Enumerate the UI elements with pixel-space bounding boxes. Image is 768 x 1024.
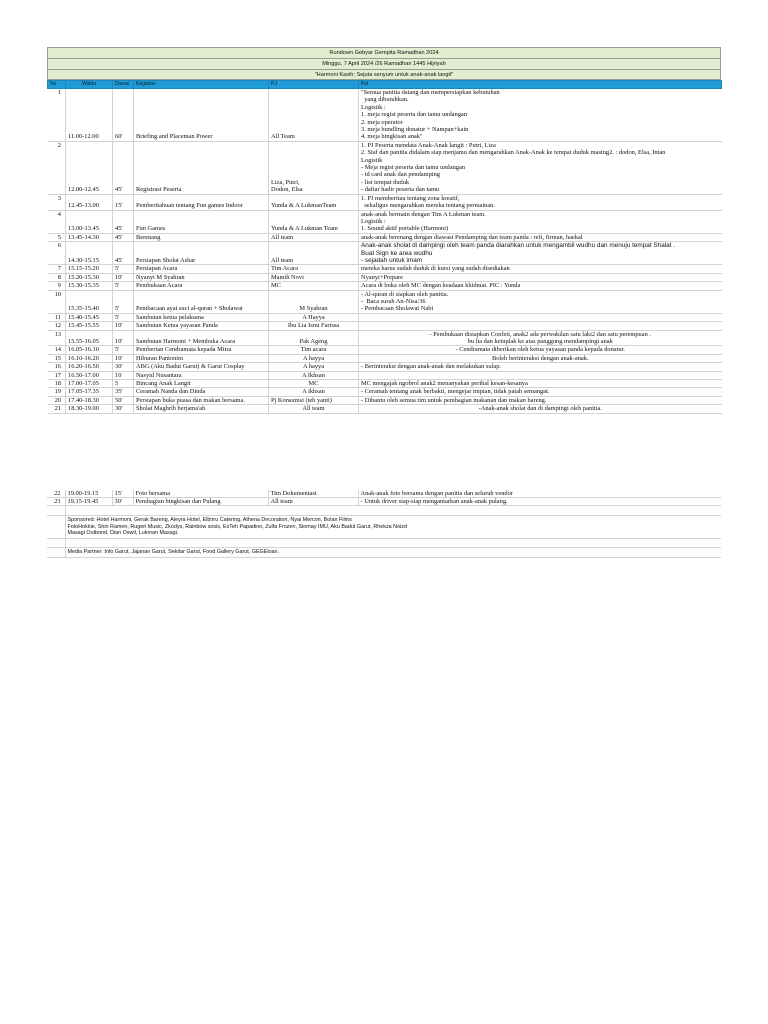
table-row — [48, 346, 722, 354]
row-note-line: - Cendramata diberikan oleh ketua yayasan panda kepada donatur. — [455, 346, 625, 354]
row-pic — [269, 273, 359, 281]
row-duration: 15' — [112, 490, 133, 498]
row-notes — [359, 322, 722, 330]
row-note-line: Nyanyi+Prepare — [361, 273, 403, 281]
row-note-line: Boleh berinteraksi dengan anak-anak. — [491, 354, 589, 362]
row-pic — [269, 380, 359, 388]
row-pic-line: Yunda & A LukmanTeam — [271, 202, 337, 210]
table-row — [48, 265, 722, 273]
row-number: 18 — [48, 380, 66, 388]
footer-blank-row — [47, 538, 721, 548]
table-row — [48, 282, 722, 290]
table-row — [48, 405, 722, 413]
sponsor-line: FotoHokkie, Shin Ramen, Rugeri Music, Zkodys, Rainbow sosis, EsTeh Papadino, Zulfa Frozen, Siomay IMU, Aku Badut Garut, Rhekza Noizd — [67, 523, 407, 530]
row-duration: 5' — [113, 290, 134, 313]
rundown-table — [47, 80, 722, 414]
row-note-line: 2. meja operator — [361, 118, 403, 126]
row-duration: 30' — [113, 363, 134, 371]
row-note-line — [361, 314, 720, 321]
row-time: 19.15-19.45 — [65, 498, 112, 506]
row-duration: 45' — [113, 141, 134, 194]
col-pj: PJ — [269, 81, 359, 89]
row-pic-line: MC — [271, 282, 281, 290]
table-row — [48, 330, 722, 346]
row-time: 14.30-15.15 — [66, 242, 113, 265]
row-duration: 50' — [113, 396, 134, 404]
col-kegiatan: Kegiatan — [134, 81, 269, 89]
row-pic — [269, 242, 359, 265]
row-time: 12.00-12.45 — [66, 141, 113, 194]
row-note-line: Logistik — [361, 156, 383, 164]
footer-blank-row — [47, 506, 721, 515]
rundown-rows-continued — [47, 490, 721, 506]
row-time: 17.00-17.05 — [66, 380, 113, 388]
row-pic — [269, 354, 359, 362]
row-pic — [269, 282, 359, 290]
row-activity: Hiburan Pantonim — [134, 354, 269, 362]
row-notes — [359, 265, 722, 273]
row-pic-line: Dodon, Elsa — [271, 186, 303, 194]
row-pic-line: A Hayya — [302, 313, 325, 321]
row-notes — [359, 290, 722, 313]
row-note-line: - sejadah untuk imam — [361, 256, 423, 264]
row-note-line: - Al-quran di siapkan oleh panitia. — [361, 290, 449, 298]
sponsor-line: Masagi Outbond, Dian Oswil, Lukman Masagi. — [67, 530, 179, 537]
row-pic — [269, 330, 359, 346]
event-date: Minggu, 7 April 2024 /26 Ramadhan 1445 Hijriyah — [47, 58, 721, 69]
row-time: 13.45-14.30 — [66, 233, 113, 241]
media-partner-text: Media Partner: Info Garut, Jajanan Garut, Sekitar Garut, Food Gallery Garut, GEGEloan. — [65, 548, 721, 558]
row-number: 21 — [48, 405, 66, 413]
row-note-line: anak-anak berenang dengan diawasi Pendamping dan team panda : refi, firman, haekal — [361, 233, 583, 241]
rundown-rows — [48, 89, 722, 414]
table-row — [48, 380, 722, 388]
row-note-line: - Baca surah An-Nisa:36 — [361, 297, 426, 305]
footer-table — [47, 506, 721, 558]
row-pic-line: All team — [270, 498, 293, 506]
row-activity: Fun Games — [134, 210, 269, 233]
row-note-line: - Ceramah tentang anak berbakti, mengejar impian, tidak patah semangat. — [361, 388, 550, 396]
row-duration: 10' — [113, 322, 134, 330]
sponsor-line: Sponsored: Hotel Harmoni, Gerak Bareng, Aleyra Hotel, Elbirru Catering, Athena Decoration, Nyai Mercon, Bolan Films — [67, 517, 352, 524]
row-notes — [359, 194, 722, 210]
row-pic — [269, 405, 359, 413]
row-number: 2 — [48, 141, 66, 194]
col-waktu: Waktu — [66, 81, 113, 89]
row-duration: 5' — [113, 282, 134, 290]
row-note-line: - Dibantu oleh semua tim untuk pembagian makanan dan makan bareng. — [361, 396, 547, 404]
row-note-line: mereka harus sudah duduk di kursi yang sudah disediakan — [361, 265, 510, 273]
row-activity: Sambutan Harmoni + Membuka Acara — [134, 330, 269, 346]
row-number: 15 — [48, 354, 66, 362]
blank-area — [47, 414, 721, 490]
table-row — [48, 210, 722, 233]
row-number: 4 — [48, 210, 66, 233]
row-note-line: Logistik : — [361, 103, 386, 111]
table-row — [48, 322, 722, 330]
row-time: 16.50-17.00 — [66, 371, 113, 379]
row-duration: 60' — [113, 89, 134, 142]
row-duration: 5' — [113, 346, 134, 354]
row-pic-line: All team — [302, 405, 325, 413]
row-pic — [269, 371, 359, 379]
row-time: 12.45-13.00 — [66, 194, 113, 210]
row-pic — [268, 490, 358, 498]
row-activity: Pembukaan Acara — [134, 282, 269, 290]
row-duration: 35' — [113, 388, 134, 396]
row-pic — [269, 290, 359, 313]
row-activity: Sholat Maghrib berjama'ah — [134, 405, 269, 413]
column-header-row — [48, 81, 722, 89]
row-note-line: "Semua panitia datang dan mempersiapkan kebutuhan — [361, 89, 500, 96]
row-pic — [269, 388, 359, 396]
row-activity: Pemberitahuan tentang Fun games Indoor — [134, 194, 269, 210]
row-pic-line: Pj Konsumsi (teh yanti) — [271, 396, 332, 404]
row-pic-line: Tim Dokumentasi — [270, 489, 317, 497]
row-pic-line: MC — [308, 380, 319, 388]
row-note-line: yang dibutuhkan. — [361, 96, 409, 104]
row-note-line: MC mengajak ngobrol anak2 menanyakan perihal kesan-kesanya — [361, 380, 528, 388]
row-number: 20 — [48, 396, 66, 404]
row-pic-line: A hayya — [302, 354, 325, 362]
row-pic-line: Yunda & A Lukman Team — [271, 225, 338, 233]
rundown-sheet — [47, 47, 721, 558]
row-number: 6 — [48, 242, 66, 265]
row-activity: Berenang — [134, 233, 269, 241]
row-pic — [269, 141, 359, 194]
row-note-line: bu lia dan ketuplak ke atas panggung mendampingi anak — [467, 338, 613, 345]
row-pic — [269, 194, 359, 210]
row-activity: Persiapan Sholat Ashar — [134, 242, 269, 265]
row-note-line: 1. PJ Peserta mendata Anak-Anak langit : Putri, Liza — [361, 141, 496, 149]
row-number: 1 — [48, 89, 66, 142]
row-number: 12 — [48, 322, 66, 330]
row-pic-line: A hayya — [302, 363, 325, 371]
row-pic-line: All team — [271, 256, 294, 264]
row-duration: 5' — [113, 313, 134, 321]
table-row — [47, 498, 721, 506]
row-time: 17.05-17.35 — [66, 388, 113, 396]
table-row — [48, 290, 722, 313]
row-notes — [359, 363, 722, 371]
row-pic — [269, 313, 359, 321]
table-row — [48, 242, 722, 265]
table-row — [48, 194, 722, 210]
sponsor-row — [47, 516, 721, 539]
row-pic — [269, 396, 359, 404]
row-time: 18.30-19.00 — [66, 405, 113, 413]
row-duration: 45' — [113, 242, 134, 265]
row-number: 23 — [47, 498, 65, 506]
row-time: 15.40-15.45 — [66, 313, 113, 321]
row-time: 15.30-15.35 — [66, 282, 113, 290]
row-duration: 5 — [113, 380, 134, 388]
row-notes — [359, 233, 722, 241]
row-number: 3 — [48, 194, 66, 210]
row-number: 14 — [48, 346, 66, 354]
row-time: 15.15-15.20 — [66, 265, 113, 273]
table-row — [48, 388, 722, 396]
row-notes — [359, 282, 722, 290]
row-activity: Sambutan Ketua yayasan Panda — [134, 322, 269, 330]
row-pic — [269, 210, 359, 233]
row-time: 15.45-15.55 — [66, 322, 113, 330]
row-note-line: -Anak-anak sholat dan di dampingi oleh panitia. — [478, 405, 602, 413]
row-notes — [359, 396, 722, 404]
row-number: 19 — [48, 388, 66, 396]
row-note-line: 3. meja bundling donatur + Nampan+kain — [361, 126, 469, 134]
row-notes — [359, 380, 722, 388]
col-ket: Ket — [359, 81, 722, 89]
row-number: 5 — [48, 233, 66, 241]
row-notes — [359, 388, 722, 396]
row-note-line: Anak-anak foto bersama dengan panitia dan seluruh vendor — [360, 489, 513, 497]
row-activity: Pembagian bingkisan dan Pulang — [133, 498, 268, 506]
row-activity: Pembacaan ayat suci al-quran + Sholawat — [134, 290, 269, 313]
row-activity: Persiapan buka puasa dan makan bersama. — [134, 396, 269, 404]
row-time: 16.20-16.50 — [66, 363, 113, 371]
row-time: 19.00-19.15 — [65, 490, 112, 498]
row-pic-line: Mamih Novi — [271, 273, 304, 281]
row-duration: 10 — [113, 371, 134, 379]
row-duration: 45' — [113, 210, 134, 233]
row-note-line: Logistik : — [361, 217, 386, 225]
row-pic-line: All Team — [271, 133, 295, 141]
row-notes — [359, 141, 722, 194]
event-theme: "Harmoni Kasih; Sejuta senyum untuk anak-anak langit" — [47, 69, 721, 80]
row-note-line: 4. meja bingkisan anak" — [361, 133, 423, 141]
row-time: 15.55-16.05 — [66, 330, 113, 346]
row-note-line: sekaligus mengarahkan mereka tentang permainan. — [361, 202, 495, 210]
row-notes — [359, 242, 722, 265]
row-pic-line: Liza, Putri, — [271, 178, 300, 186]
row-number: 9 — [48, 282, 66, 290]
row-activity: Ceramah Nanda dan Dinda — [134, 388, 269, 396]
row-activity: Persiapan Acara — [134, 265, 269, 273]
row-pic — [269, 89, 359, 142]
table-row — [48, 313, 722, 321]
table-row — [48, 354, 722, 362]
rundown-table-continued — [47, 490, 721, 507]
table-row — [48, 233, 722, 241]
row-pic-line: A ikhsan — [302, 388, 325, 396]
row-time: 15.35-15.40 — [66, 290, 113, 313]
row-pic-line: All team — [271, 233, 294, 241]
row-activity: Nyanyi M Syahran — [134, 273, 269, 281]
row-note-line: - Meja regist peserta dan tamu undangan — [361, 164, 465, 172]
row-activity: Foto bersama — [133, 490, 268, 498]
row-notes — [359, 313, 722, 321]
row-pic — [268, 498, 358, 506]
row-time: 16.10-16.20 — [66, 354, 113, 362]
row-duration: 30' — [112, 498, 133, 506]
row-notes — [358, 490, 721, 498]
row-notes — [359, 89, 722, 142]
row-note-line: 1. Sound aktif portable (Harmoni) — [361, 225, 449, 233]
row-activity: Bincang Anak Langit — [134, 380, 269, 388]
row-note-line: Anak-anak sholat di dampingi oleh team panda diarahkan untuk mengambil wudhu dan menuju tempat Shalat . — [361, 242, 676, 250]
row-pic-line: Ibu Lia Ismi Farissa — [287, 322, 340, 330]
table-row — [48, 396, 722, 404]
table-row — [48, 363, 722, 371]
row-activity: ABG (Aku Badut Garut) & Garut Cosplay — [134, 363, 269, 371]
row-note-line: 1. meja regist peserta dan tamu undangan — [361, 111, 467, 119]
row-duration: 15' — [113, 194, 134, 210]
table-row — [47, 490, 721, 498]
row-note-line: Acara di buka oleh MC dengan keadaan khidmat. PIC : Yunda — [361, 282, 521, 290]
row-note-line: anak-anak bermain dengan Tim A Lukman team. — [361, 210, 486, 218]
row-time: 13.00-13.45 — [66, 210, 113, 233]
row-note-line: 2. Staf dan panitia didalam siap menjamu dan mengarahkan Anak-Anak ke tempat duduk masing2. : dodon, Elsa, Intan — [361, 149, 666, 157]
row-pic — [269, 322, 359, 330]
row-duration: 10' — [113, 273, 134, 281]
row-pic — [269, 346, 359, 354]
row-number: 17 — [48, 371, 66, 379]
row-note-line: 1. PJ memberitau tentang zona kreatif, — [361, 194, 460, 202]
row-activity: Briefing and Placeman Power — [134, 89, 269, 142]
row-pic-line: M Syahran — [299, 305, 328, 313]
row-time: 16.05-16.10 — [66, 346, 113, 354]
row-pic-line: Tim acara — [300, 346, 327, 354]
row-activity: Sambutan ketua pelaksana — [134, 313, 269, 321]
table-row — [48, 141, 722, 194]
row-pic-line: Tim Acara — [271, 265, 298, 273]
row-pic — [269, 233, 359, 241]
table-row — [48, 273, 722, 281]
row-duration: 10' — [113, 330, 134, 346]
media-partner-row — [47, 548, 721, 558]
row-number: 8 — [48, 273, 66, 281]
row-number: 13 — [48, 330, 66, 346]
row-duration: 45' — [113, 233, 134, 241]
row-notes — [359, 405, 722, 413]
row-note-line: - Pembacaan Sholawat Nabi — [361, 305, 434, 313]
row-note-line: - daftar hadir peserta dan tamu — [361, 186, 440, 194]
row-pic — [269, 363, 359, 371]
row-note-line: Buat Sign ke area wudhu — [361, 249, 433, 257]
row-time: 17.40-18.30 — [66, 396, 113, 404]
row-notes — [358, 498, 721, 506]
rundown-title: Rundown Gebyar Gempita Ramadhan 2024 — [47, 47, 721, 58]
row-note-line — [361, 322, 720, 329]
row-pic-line: Pak Ageng — [299, 338, 328, 345]
row-note-line: - Untuk driver siap-siap mengantarkan anak-anak pulang. — [360, 498, 508, 506]
table-row — [48, 89, 722, 142]
row-note-line — [361, 372, 720, 379]
row-number: 11 — [48, 313, 66, 321]
row-number: 22 — [47, 490, 65, 498]
row-duration: 5' — [113, 265, 134, 273]
col-durasi: Durasi — [113, 81, 134, 89]
row-activity: Registrasi Peserta — [134, 141, 269, 194]
row-note-line: - Pembukaan disiapkan Confeti, anak2 ada perwakilan satu laki2 dan satu perempuan . — [429, 330, 651, 338]
row-duration: 30' — [113, 405, 134, 413]
row-notes — [359, 330, 722, 346]
row-number: 7 — [48, 265, 66, 273]
table-row — [48, 371, 722, 379]
row-number: 10 — [48, 290, 66, 313]
row-notes — [359, 346, 722, 354]
row-pic — [269, 265, 359, 273]
row-notes — [359, 273, 722, 281]
col-no: No — [48, 81, 66, 89]
row-activity: Pemberian Cendramata kepada Mitra — [134, 346, 269, 354]
row-note-line: - id card anak dan pendamping — [361, 171, 440, 179]
row-notes — [359, 210, 722, 233]
row-note-line: - list tempat duduk — [361, 178, 410, 186]
row-notes — [359, 371, 722, 379]
row-time: 11.00-12.00 — [66, 89, 113, 142]
row-note-line: - Berinteraksi dengan anak-anak dan melakukan sulap. — [361, 363, 502, 371]
row-activity: Nasyid Nusantara — [134, 371, 269, 379]
row-pic-line: A Ikhsan — [302, 371, 325, 379]
row-time: 15.20-15.30 — [66, 273, 113, 281]
row-number: 16 — [48, 363, 66, 371]
row-notes — [359, 354, 722, 362]
row-duration: 10' — [113, 354, 134, 362]
